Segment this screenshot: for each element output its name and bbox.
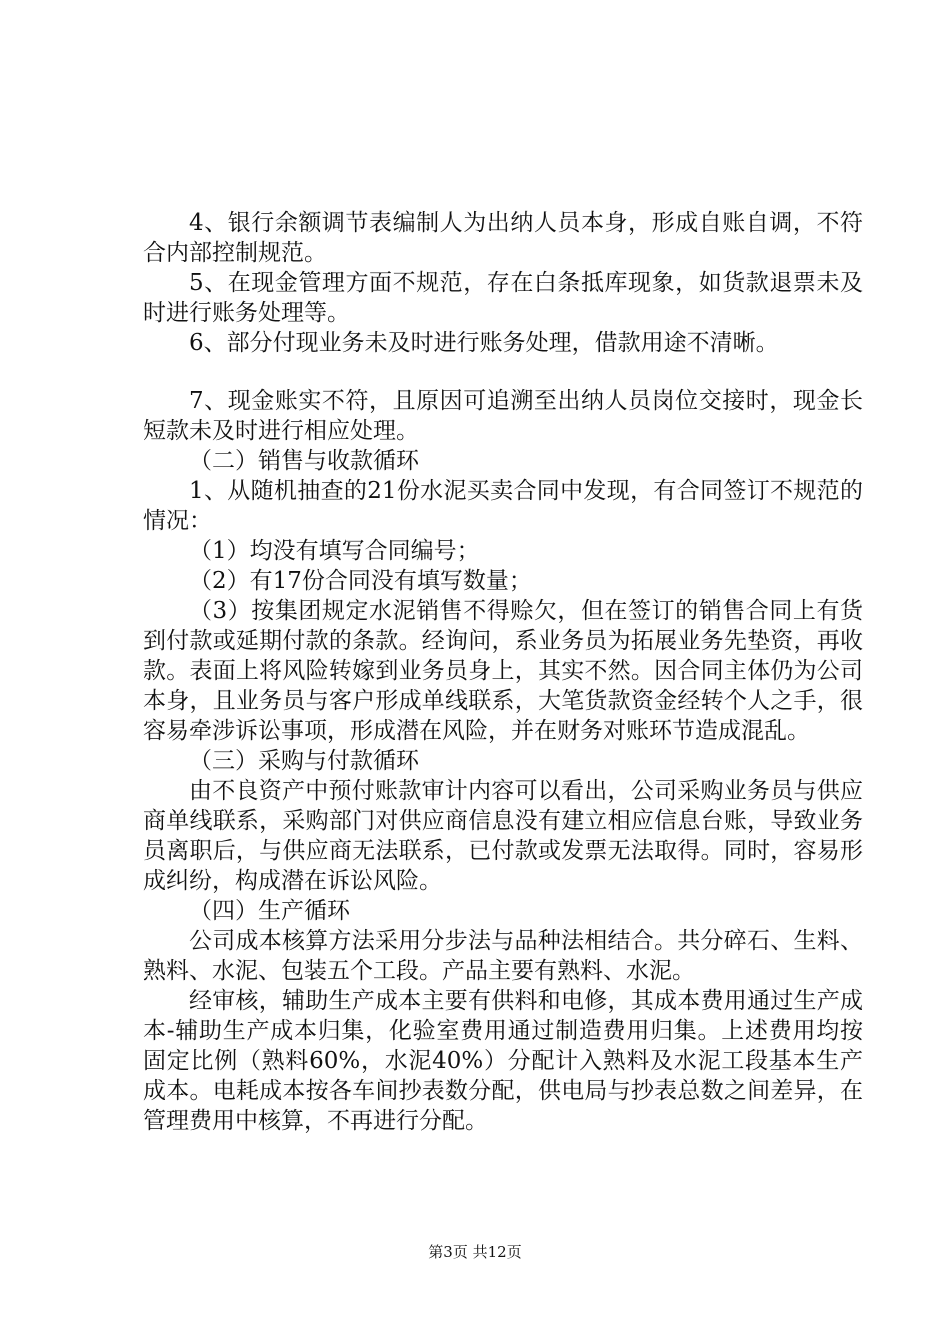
list-item-2: （2）有17份合同没有填写数量； bbox=[189, 568, 532, 594]
page-footer: 第3页 共12页 bbox=[428, 1243, 522, 1261]
paragraph-2: 5、在现金管理方面不规范，存在白条抵库现象，如货款退票未及时进行账务处理等。 bbox=[143, 270, 863, 326]
paragraph-6: 由不良资产中预付账款审计内容可以看出，公司采购业务员与供应商单线联系，采购部门对供应商信息没有建立相应信息台账，导致业务员离职后，与供应商无法联系，已付款或发票无法取得。同时，容易形成纠纷，构成潜在诉讼风险。 bbox=[143, 778, 863, 894]
paragraph-7: 公司成本核算方法采用分步法与品种法相结合。共分碎石、生料、熟料、水泥、包装五个工段。产品主要有熟料、水泥。 bbox=[143, 928, 863, 984]
page-body bbox=[143, 208, 863, 1136]
paragraph-3: 6、部分付现业务未及时进行账务处理，借款用途不清晰。 bbox=[189, 330, 779, 356]
section-heading-purchasing: （三）采购与付款循环 bbox=[189, 748, 419, 774]
paragraph-gap bbox=[143, 358, 863, 386]
section-heading-sales: （二）销售与收款循环 bbox=[189, 448, 419, 474]
list-item-1: （1）均没有填写合同编号； bbox=[189, 538, 480, 564]
paragraph-1: 4、银行余额调节表编制人为出纳人员本身，形成自账自调，不符合内部控制规范。 bbox=[143, 210, 863, 266]
section-heading-production: （四）生产循环 bbox=[189, 898, 350, 924]
paragraph-8: 经审核，辅助生产成本主要有供料和电修，其成本费用通过生产成本-辅助生产成本归集，化验室费用通过制造费用归集。上述费用均按固定比例（熟料60%，水泥40%）分配计入熟料及水泥工段基本生产成本。电耗成本按各车间抄表数分配，供电局与抄表总数之间差异，在管理费用中核算，不再进行分配。 bbox=[143, 988, 863, 1134]
list-item-3: （3）按集团规定水泥销售不得赊欠，但在签订的销售合同上有货到付款或延期付款的条款。经询问，系业务员为拓展业务先垫资，再收款。表面上将风险转嫁到业务员身上，其实不然。因合同主体仍为公司本身，且业务员与客户形成单线联系，大笔货款资金经转个人之手，很容易牵涉诉讼事项，形成潜在风险，并在财务对账环节造成混乱。 bbox=[143, 598, 863, 744]
paragraph-5: 1、从随机抽查的21份水泥买卖合同中发现，有合同签订不规范的情况： bbox=[143, 478, 863, 534]
paragraph-4: 7、现金账实不符，且原因可追溯至出纳人员岗位交接时，现金长短款未及时进行相应处理。 bbox=[143, 388, 863, 444]
